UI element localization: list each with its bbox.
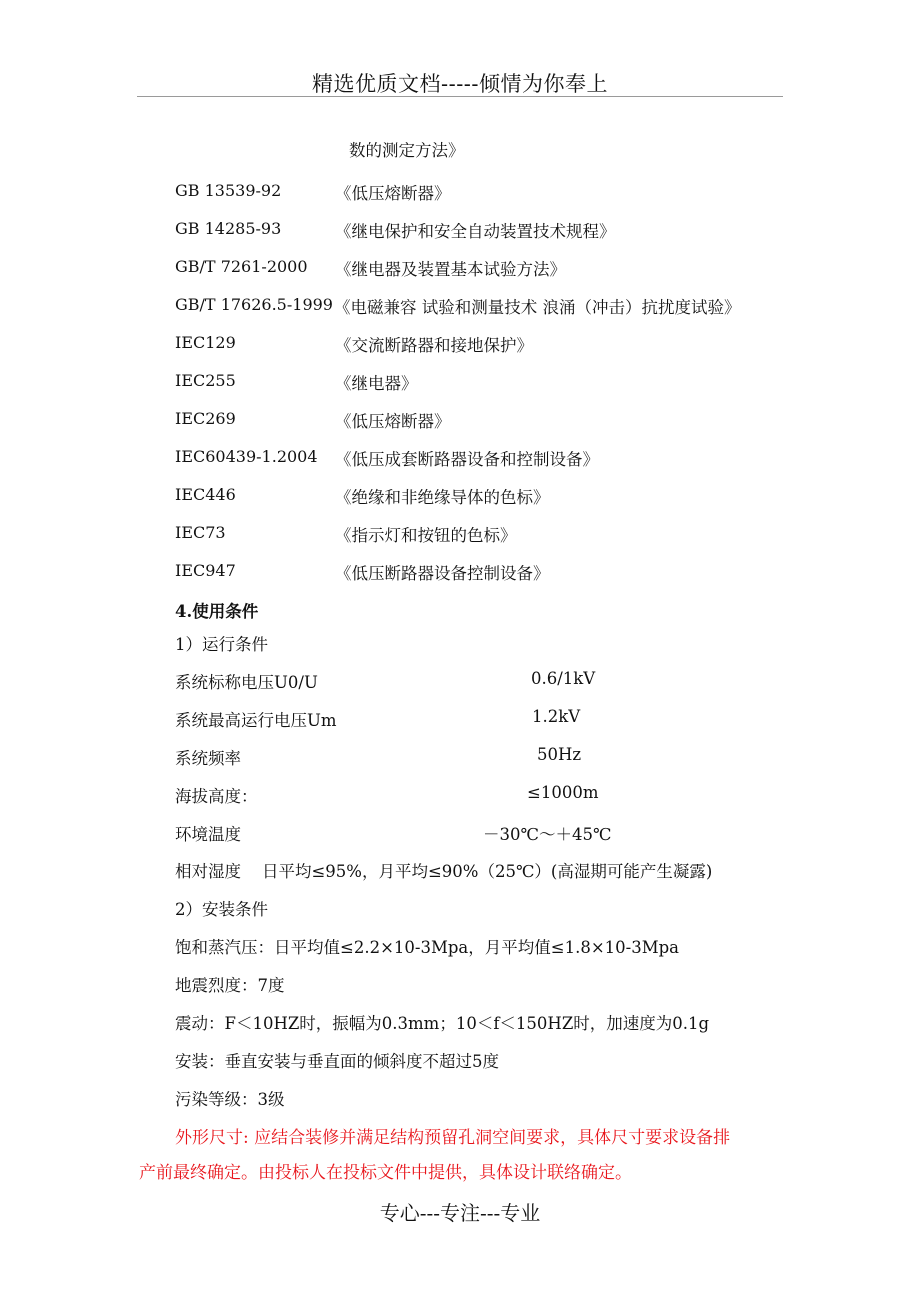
installation-conditions-heading: 2）安装条件 — [175, 900, 268, 919]
standard-title: 《继电器及装置基本试验方法》 — [335, 260, 566, 279]
condition-label: 系统频率 — [175, 749, 241, 768]
page-footer: 专心---专注---专业 — [379, 1201, 541, 1225]
installation-item: 震动：F＜10HZ时，振幅为0.3mm；10＜f＜150HZ时，加速度为0.1g — [175, 1014, 710, 1033]
page-header: 精选优质文档-----倾情为你奉上 — [312, 72, 608, 96]
standard-code: IEC947 — [175, 561, 236, 580]
standard-title: 《绝缘和非绝缘导体的色标》 — [335, 488, 550, 507]
continuation-text: 数的测定方法》 — [349, 141, 465, 160]
standard-title: 《继电保护和安全自动装置技术规程》 — [335, 222, 616, 241]
standard-code: GB/T 7261-2000 — [175, 257, 308, 276]
standard-code: IEC73 — [175, 523, 226, 542]
installation-item: 饱和蒸汽压：日平均值≤2.2×10-3Mpa，月平均值≤1.8×10-3Mpa — [175, 938, 680, 957]
condition-label: 系统最高运行电压Um — [175, 711, 337, 730]
standard-title: 《继电器》 — [335, 374, 418, 393]
condition-label: 环境温度 — [175, 825, 241, 844]
standard-title: 《指示灯和按钮的色标》 — [335, 526, 517, 545]
standard-code: IEC129 — [175, 333, 236, 352]
standard-title: 《低压断路器设备控制设备》 — [335, 564, 550, 583]
condition-label: 系统标称电压U0/U — [175, 673, 318, 692]
standard-code: GB/T 17626.5-1999 — [175, 295, 333, 314]
standard-title: 《低压熔断器》 — [335, 184, 451, 203]
condition-value: －30℃～＋45℃ — [483, 825, 612, 844]
condition-value: 1.2kV — [532, 707, 581, 726]
operating-conditions-heading: 1）运行条件 — [175, 635, 268, 654]
standard-code: IEC60439-1.2004 — [175, 447, 318, 466]
installation-item: 地震烈度：7度 — [175, 976, 285, 995]
header-divider — [137, 96, 783, 97]
standard-title: 《电磁兼容 试验和测量技术 浪涌（冲击）抗扰度试验》 — [334, 298, 741, 317]
dimension-note-line1: 外形尺寸: 应结合装修并满足结构预留孔洞空间要求，具体尺寸要求设备排 — [175, 1128, 731, 1148]
section-heading: 4.使用条件 — [175, 602, 259, 621]
dimension-note-line2: 产前最终确定。由投标人在投标文件中提供，具体设计联络确定。 — [139, 1163, 632, 1183]
standard-title: 《交流断路器和接地保护》 — [335, 336, 533, 355]
condition-label: 海拔高度： — [175, 787, 258, 806]
humidity-line: 相对湿度 日平均≤95%，月平均≤90%（25℃）(高湿期可能产生凝露) — [175, 862, 713, 881]
standard-title: 《低压成套断路器设备和控制设备》 — [335, 450, 599, 469]
standard-code: GB 13539-92 — [175, 181, 282, 200]
standard-code: IEC446 — [175, 485, 236, 504]
condition-value: 50Hz — [537, 745, 582, 764]
standard-code: GB 14285-93 — [175, 219, 282, 238]
standard-code: IEC269 — [175, 409, 236, 428]
condition-value: 0.6/1kV — [531, 669, 596, 688]
installation-item: 安装：垂直安装与垂直面的倾斜度不超过5度 — [175, 1052, 499, 1071]
condition-value: ≤1000m — [527, 783, 599, 802]
installation-item: 污染等级：3级 — [175, 1090, 285, 1109]
standard-title: 《低压熔断器》 — [335, 412, 451, 431]
standard-code: IEC255 — [175, 371, 236, 390]
